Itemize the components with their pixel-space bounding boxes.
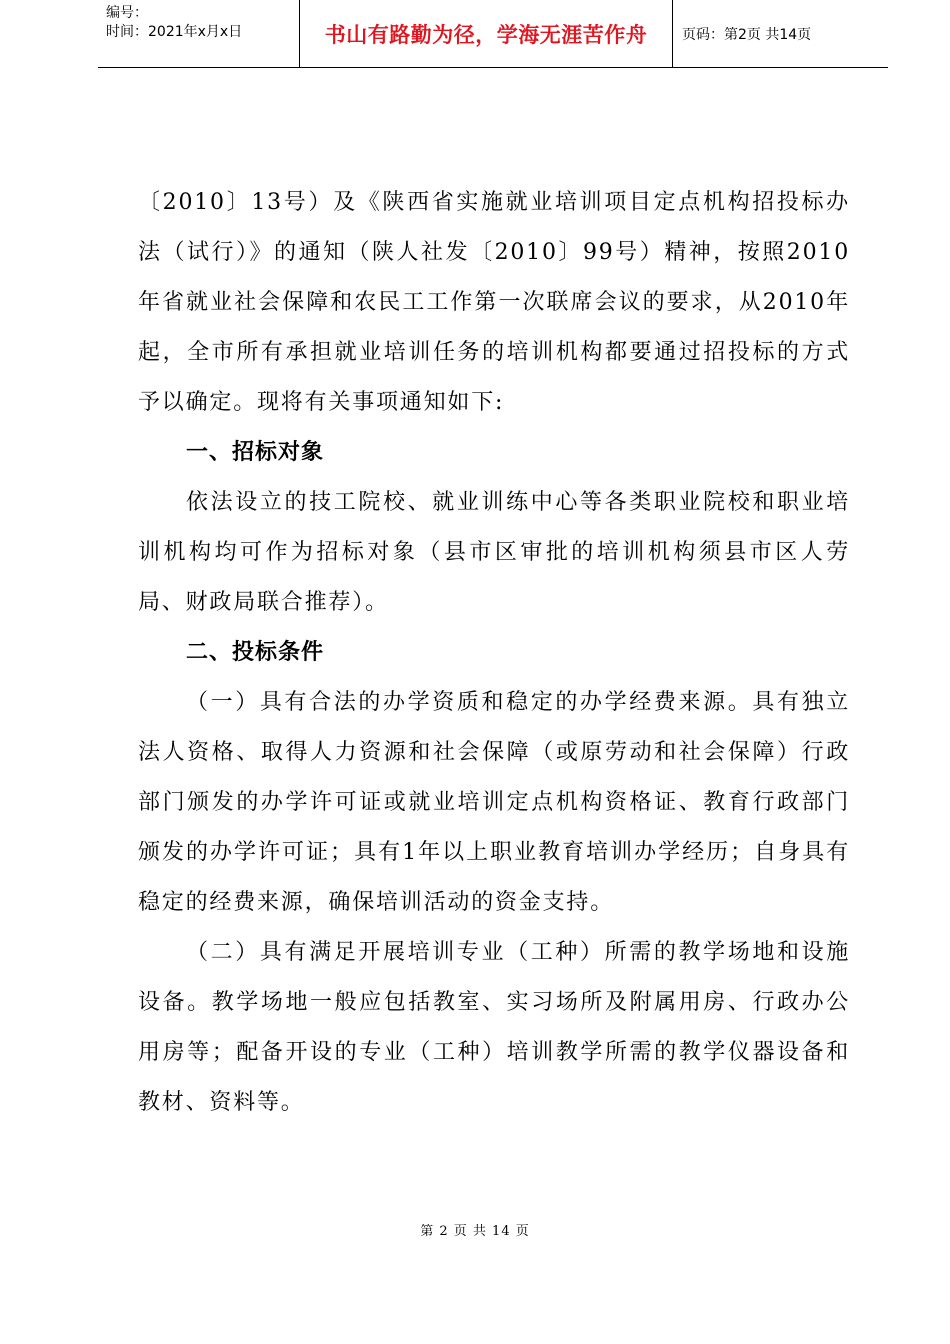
intro-paragraph: 〔2010〕13号）及《陕西省实施就业培训项目定点机构招投标办法（试行）》的通知（陕人社发〔2010〕99号）精神，按照2010年省就业社会保障和农民工工作第一次联席会议的要求，从2010年起，全市所有承担就业培训任务的培训机构都要通过招投标的方式予以确定。现将有关事项通知如下: bbox=[138, 190, 850, 415]
paragraph-condition-1: （一）具有合法的办学资质和稳定的办学经费来源。具有独立法人资格、取得人力资源和社会保障（或原劳动和社会保障）行政部门颁发的办学许可证或就业培训定点机构资格证、教育行政部门颁发的办学许可证；具有1年以上职业教育培训办学经历；自身具有稳定的经费来源，确保培训活动的资金支持。 bbox=[138, 690, 850, 915]
header-divider bbox=[672, 0, 673, 67]
document-time-label: 时间：2021年x月x日 bbox=[106, 24, 243, 40]
section-heading-bid-targets: 一、招标对象 bbox=[186, 440, 325, 465]
section-heading-bid-conditions: 二、投标条件 bbox=[186, 640, 325, 665]
document-number-label: 编号： bbox=[106, 5, 148, 21]
paragraph-condition-2: （二）具有满足开展培训专业（工种）所需的教学场地和设施设备。教学场地一般应包括教室、实习场所及附属用房、行政办公用房等；配备开设的专业（工种）培训教学所需的教学仪器设备和教材、资料等。 bbox=[138, 940, 850, 1115]
header-motto: 书山有路勤为径，学海无涯苦作舟 bbox=[324, 22, 648, 47]
document-body bbox=[138, 178, 850, 1128]
header-meta bbox=[106, 4, 300, 42]
page-footer-number: 第 2 页 共 14 页 bbox=[420, 1224, 530, 1239]
paragraph-bid-targets: 依法设立的技工院校、就业训练中心等各类职业院校和职业培训机构均可作为招标对象（县市区审批的培训机构须县市区人劳局、财政局联合推荐）。 bbox=[138, 490, 850, 615]
page-header bbox=[98, 0, 888, 68]
header-page-info: 页码：第2页 共14页 bbox=[682, 27, 812, 43]
